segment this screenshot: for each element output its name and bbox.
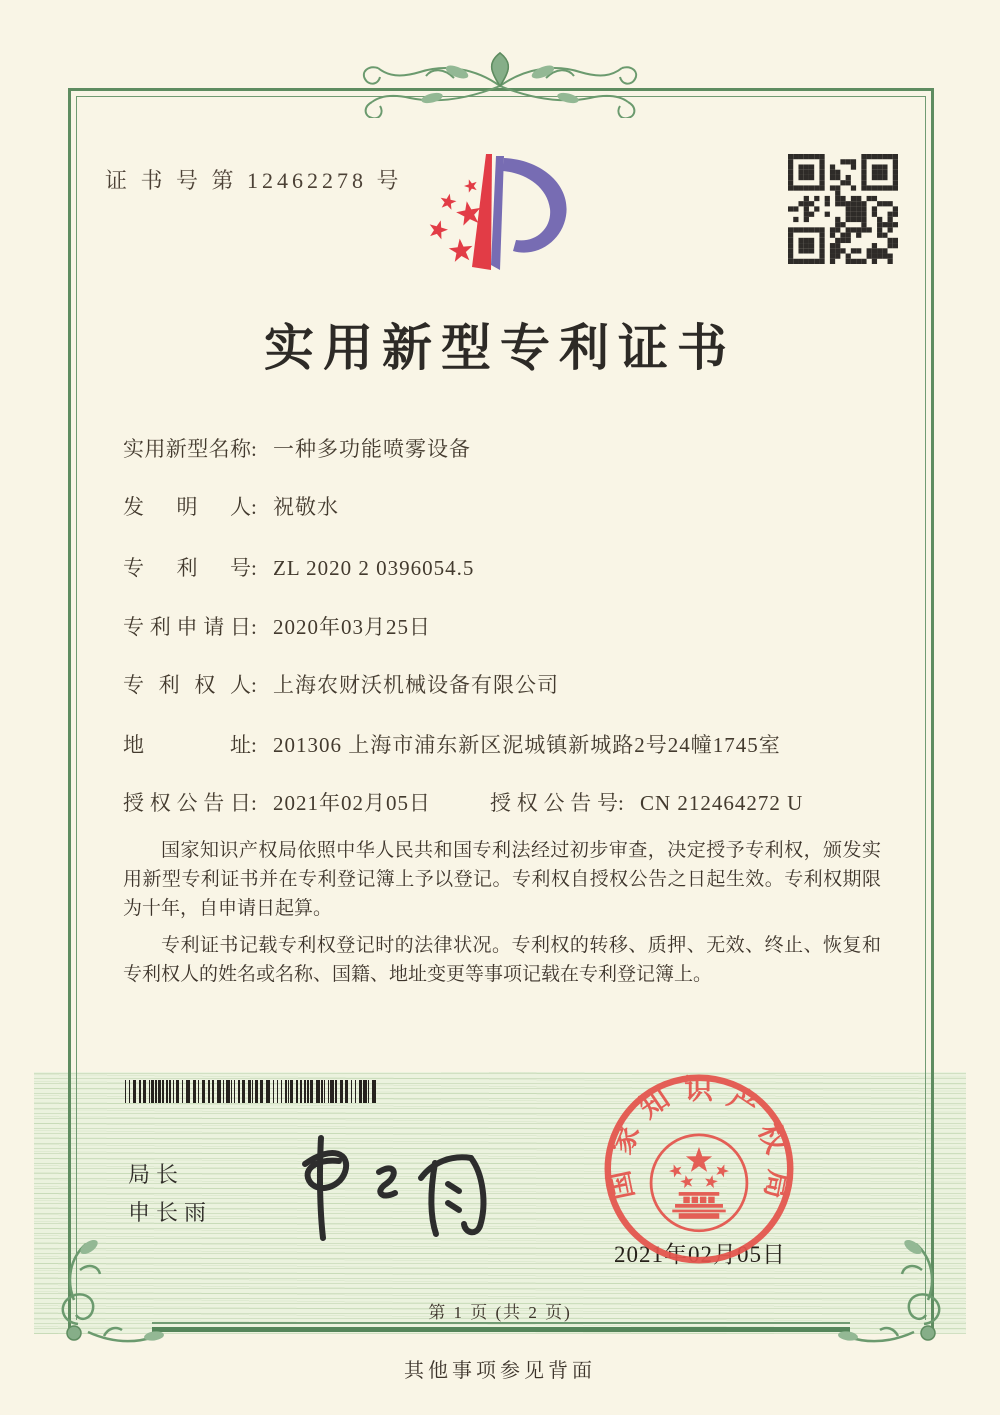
field-value: 祝敬水 — [273, 495, 339, 519]
seal-org-text: 国家知识产权局 — [604, 1074, 795, 1203]
field-label: 专利权人 — [123, 673, 251, 697]
legal-paragraph-1: 国家知识产权局依照中华人民共和国专利法经过初步审查，决定授予专利权，颁发实用新型专利证书并在专利登记簿上予以登记。专利权自授权公告之日起生效。专利权期限为十年，自申请日起算。 — [123, 840, 881, 919]
legal-paragraph-2: 专利证书记载专利权登记时的法律状况。专利权的转移、质押、无效、终止、恢复和专利权人的姓名或名称、国籍、地址变更等事项记载在专利登记簿上。 — [123, 935, 881, 985]
top-ornament-icon — [350, 52, 650, 118]
field-label: 地址 — [123, 733, 251, 757]
field-value: 上海农财沃机械设备有限公司 — [273, 673, 559, 697]
corner-ornament-left-icon — [44, 1238, 166, 1356]
field-label: 专利号 — [123, 556, 251, 580]
field-row-inventor: 发明人: 祝敬水 — [123, 491, 913, 521]
page-info: 第 1 页 (共 2 页) — [428, 1303, 572, 1322]
legal-text — [123, 836, 881, 997]
signature-icon — [283, 1132, 503, 1244]
field-row-filing-date: 专利申请日: 2020年03月25日 — [123, 611, 913, 641]
field-pair-grant-no: 授权公告号: CN 212464272 U — [490, 787, 803, 817]
field-value: 2020年03月25日 — [273, 615, 431, 639]
border-bottom-thick — [152, 1327, 850, 1332]
field-label: 授权公告号 — [490, 791, 618, 815]
signer-title: 局长 — [128, 1162, 185, 1187]
field-row-grant: 授权公告日: 2021年02月05日 授权公告号: CN 212464272 U — [123, 787, 913, 817]
barcode — [125, 1080, 379, 1103]
seal-date: 2021年02月05日 — [614, 1242, 786, 1267]
cnipa-logo-icon — [425, 146, 605, 288]
field-label: 实用新型名称 — [123, 437, 251, 461]
svg-text:国家知识产权局 — [603, 1074, 794, 1202]
qr-code-icon — [788, 154, 898, 264]
field-value: 一种多功能喷雾设备 — [273, 437, 471, 461]
field-row-patent-no: 专利号: ZL 2020 2 0396054.5 — [123, 552, 913, 582]
field-row-patentee: 专利权人: 上海农财沃机械设备有限公司 — [123, 669, 913, 699]
cnipa-seal-icon — [593, 1063, 805, 1275]
field-row-name: 实用新型名称: 一种多功能喷雾设备 — [123, 433, 913, 463]
back-note: 其他事项参见背面 — [404, 1360, 596, 1382]
field-label: 发明人 — [123, 495, 251, 519]
national-emblem-icon — [651, 1135, 747, 1231]
field-label: 授权公告日 — [123, 791, 251, 815]
signer-name: 申长雨 — [128, 1200, 213, 1225]
field-value: ZL 2020 2 0396054.5 — [273, 556, 475, 580]
field-value: CN 212464272 U — [640, 791, 804, 815]
field-value: 201306 上海市浦东新区泥城镇新城路2号24幢1745室 — [273, 733, 781, 757]
page-title: 实用新型专利证书 — [264, 320, 736, 376]
field-label: 专利申请日 — [123, 615, 251, 639]
field-row-address: 地址: 201306 上海市浦东新区泥城镇新城路2号24幢1745室 — [123, 729, 913, 759]
field-value: 2021年02月05日 — [273, 791, 431, 815]
certificate-number: 证 书 号 第 12462278 号 — [105, 168, 403, 193]
corner-ornament-right-icon — [836, 1238, 958, 1356]
